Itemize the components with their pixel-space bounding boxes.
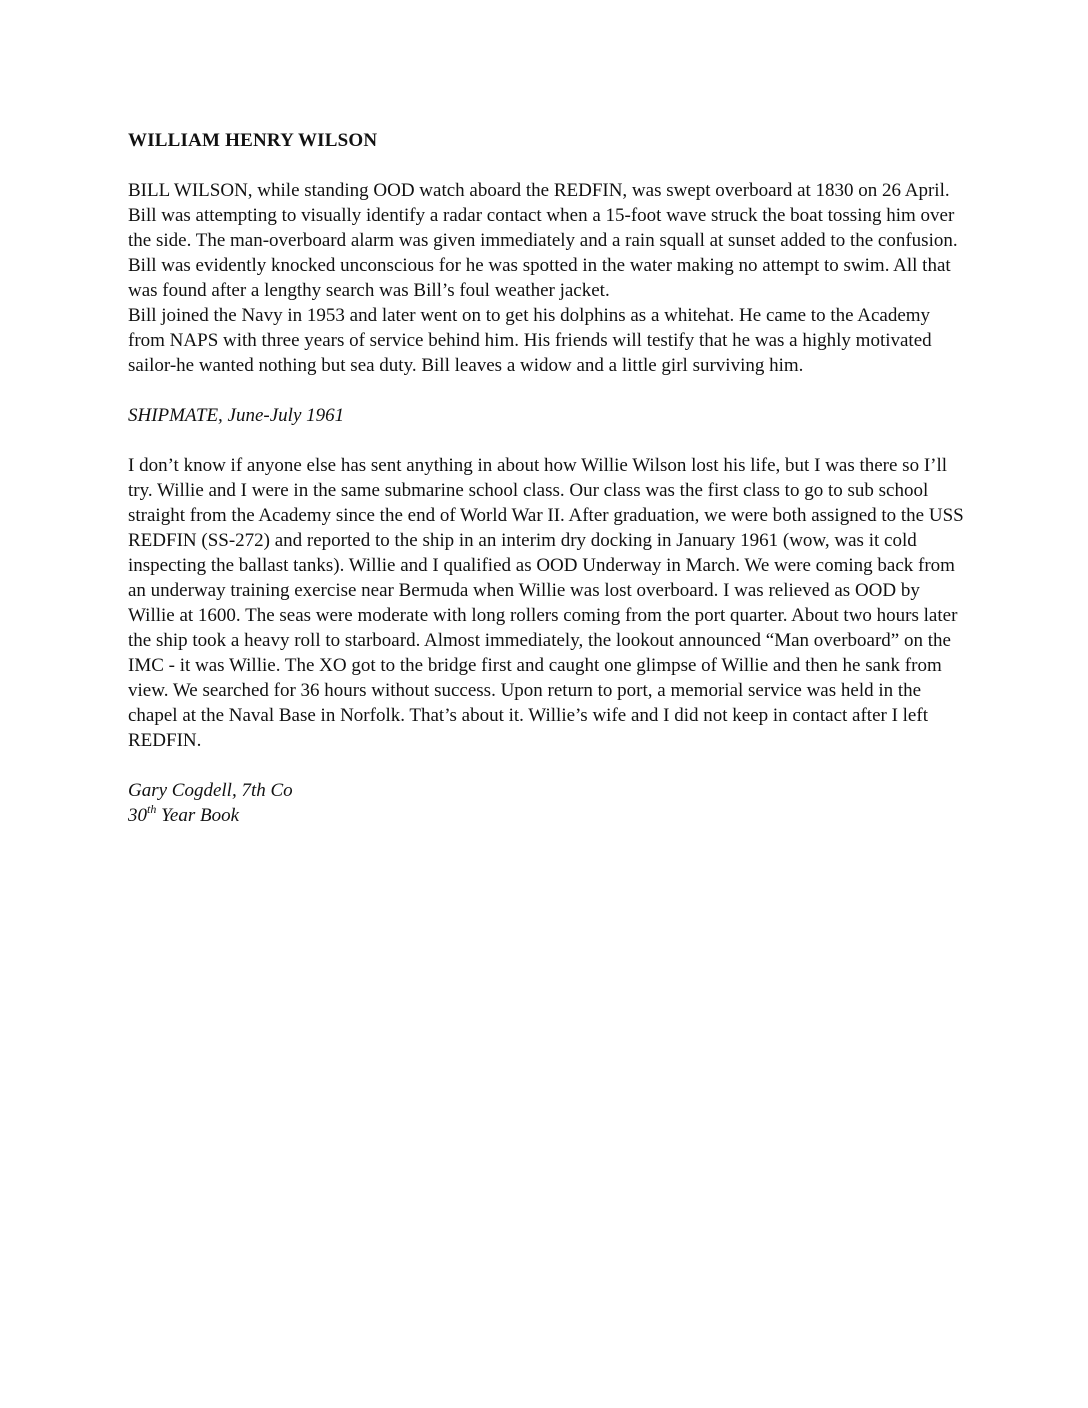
document-title: WILLIAM HENRY WILSON: [128, 130, 378, 151]
document-page: [128, 128, 968, 828]
obituary-paragraph-1: BILL WILSON, while standing OOD watch aboard the REDFIN, was swept overboard at 1830 on 26 April. Bill was attempting to visually identify a radar contact when a 15-foot wave struck the boat tossing him over the side. The man-overboard alarm was given immediately and a rain squall at sunset added to the confusion. Bill was evidently knocked unconscious for he was spotted in the water making no attempt to swim. All that was found after a lengthy search was Bill’s foul weather jacket.: [128, 180, 958, 301]
signature-source-text: Year Book: [156, 805, 240, 826]
recollection-paragraph: I don’t know if anyone else has sent anything in about how Willie Wilson lost his life, but I was there so I’ll try. Willie and I were in the same submarine school class. Our class was the first class to go to sub school straight from the Academy since the end of World War II. After graduation, we were both assigned to the USS REDFIN (SS-272) and reported to the ship in an interim dry docking in January 1961 (wow, was it cold inspecting the ballast tanks). Willie and I qualified as OOD Underway in March. We were coming back from an underway training exercise near Bermuda when Willie was lost overboard. I was relieved as OOD by Willie at 1600. The seas were moderate with long rollers coming from the port quarter. About two hours later the ship took a heavy roll to starboard. Almost immediately, the lookout announced “Man overboard” on the IMC - it was Willie. The XO got to the bridge first and caught one glimpse of Willie and then he sank from view. We searched for 36 hours without success. Upon return to port, a memorial service was held in the chapel at the Naval Base in Norfolk. That’s about it. Willie’s wife and I did not keep in contact after I left REDFIN.: [128, 455, 964, 751]
signature-author: Gary Cogdell, 7th Co: [128, 780, 293, 801]
obituary-paragraph-2: Bill joined the Navy in 1953 and later went on to get his dolphins as a whitehat. He came to the Academy from NAPS with three years of service behind him. His friends will testify that he was a highly motivated sailor-he wanted nothing but sea duty. Bill leaves a widow and a little girl surviving him.: [128, 305, 932, 376]
signature-source-number: 30: [128, 805, 147, 826]
signature-source: [128, 803, 968, 828]
spacer: [128, 428, 968, 453]
signature-source-suffix: th: [147, 801, 157, 816]
spacer: [128, 378, 968, 403]
source-citation: SHIPMATE, June-July 1961: [128, 405, 345, 426]
spacer: [128, 753, 968, 778]
